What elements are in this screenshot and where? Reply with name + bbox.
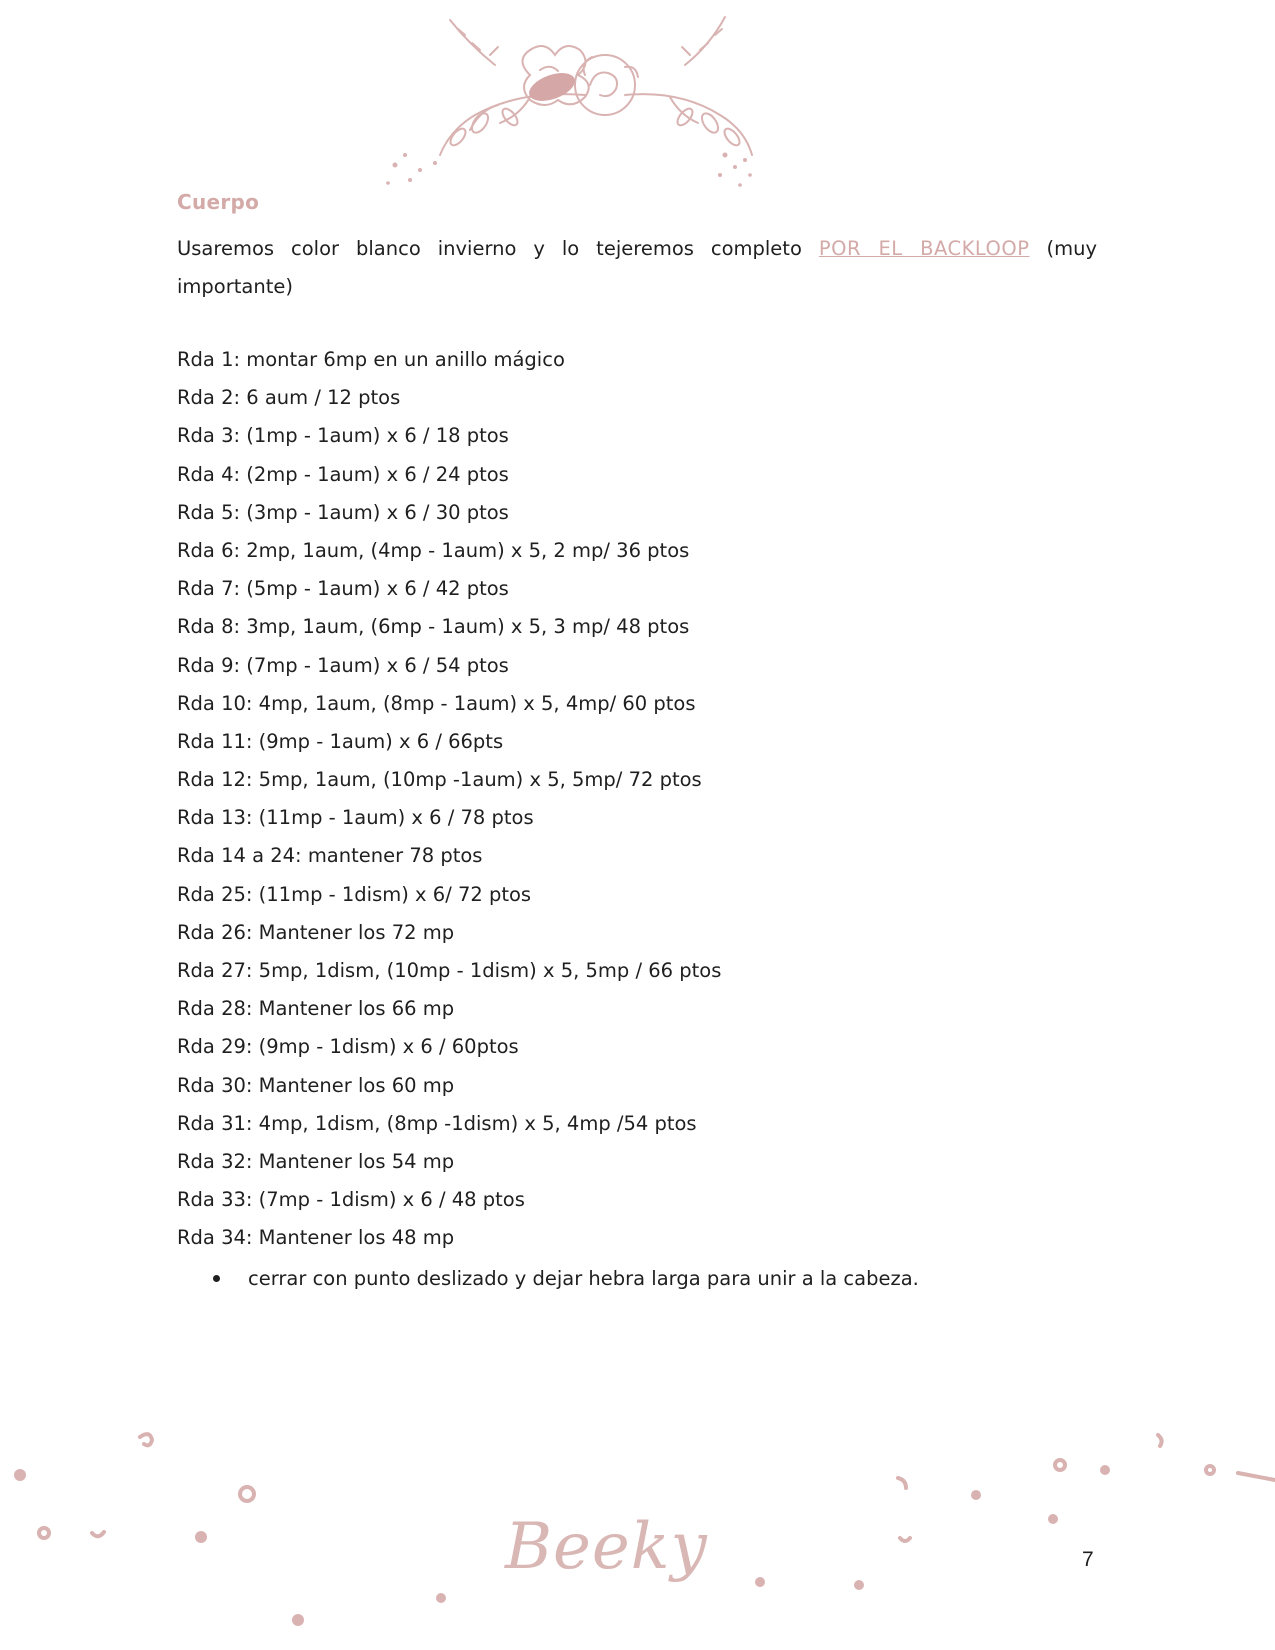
round-item: Rda 8: 3mp, 1aum, (6mp - 1aum) x 5, 3 mp/ 48 ptos: [177, 615, 690, 639]
round-item: Rda 27: 5mp, 1dism, (10mp - 1dism) x 5, 5mp / 66 ptos: [177, 959, 722, 982]
floral-header-decoration: [380, 5, 800, 195]
round-item: Rda 1: montar 6mp en un anillo mágico: [177, 348, 565, 371]
round-item: Rda 34: Mantener los 48 mp: [177, 1226, 455, 1250]
round-item: Rda 7: (5mp - 1aum) x 6 / 42 ptos: [177, 577, 509, 601]
round-item: Rda 29: (9mp - 1dism) x 6 / 60ptos: [177, 1035, 519, 1059]
round-item: Rda 6: 2mp, 1aum, (4mp - 1aum) x 5, 2 mp/ 36 ptos: [177, 538, 690, 562]
intro-paragraph: [177, 230, 1097, 306]
round-item: Rda 33: (7mp - 1dism) x 6 / 48 ptos: [177, 1188, 525, 1212]
round-item: Rda 2: 6 aum / 12 ptos: [177, 386, 401, 410]
round-item: Rda 25: (11mp - 1dism) x 6/ 72 ptos: [177, 882, 532, 906]
round-item: Rda 31: 4mp, 1dism, (8mp -1dism) x 5, 4mp /54 ptos: [177, 1111, 697, 1135]
round-item: Rda 28: Mantener los 66 mp: [177, 997, 455, 1021]
round-item: Rda 26: Mantener los 72 mp: [177, 920, 455, 944]
backloop-link[interactable]: POR EL BACKLOOP: [818, 237, 1030, 260]
round-item: Rda 11: (9mp - 1aum) x 6 / 66pts: [177, 729, 504, 753]
round-item: Rda 3: (1mp - 1aum) x 6 / 18 ptos: [177, 424, 509, 448]
round-item: Rda 5: (3mp - 1aum) x 6 / 30 ptos: [177, 500, 509, 524]
closing-note-text: cerrar con punto deslizado y dejar hebra larga para unir a la cabeza.: [248, 1267, 919, 1290]
intro-text-before: Usaremos color blanco invierno y lo tejeremos completo: [177, 237, 819, 260]
round-item: Rda 30: Mantener los 60 mp: [177, 1073, 455, 1097]
closing-note: [213, 1260, 919, 1298]
round-item: Rda 13: (11mp - 1aum) x 6 / 78 ptos: [177, 806, 534, 830]
section-title: Cuerpo: [177, 190, 260, 214]
page-number: 7: [1082, 1548, 1094, 1571]
round-item: Rda 14 a 24: mantener 78 ptos: [177, 844, 483, 868]
rounds-list: [177, 341, 721, 1258]
round-item: Rda 4: (2mp - 1aum) x 6 / 24 ptos: [177, 462, 509, 486]
round-item: Rda 10: 4mp, 1aum, (8mp - 1aum) x 5, 4mp/ 60 ptos: [177, 691, 696, 715]
bullet-icon: [213, 1275, 220, 1282]
round-item: Rda 9: (7mp - 1aum) x 6 / 54 ptos: [177, 653, 509, 677]
round-item: Rda 32: Mantener los 54 mp: [177, 1149, 455, 1173]
brand-logo: Beeky: [505, 1510, 708, 1584]
round-item: Rda 12: 5mp, 1aum, (10mp -1aum) x 5, 5mp/ 72 ptos: [177, 768, 702, 792]
intro-text-after: (muy importante): [177, 237, 1097, 298]
